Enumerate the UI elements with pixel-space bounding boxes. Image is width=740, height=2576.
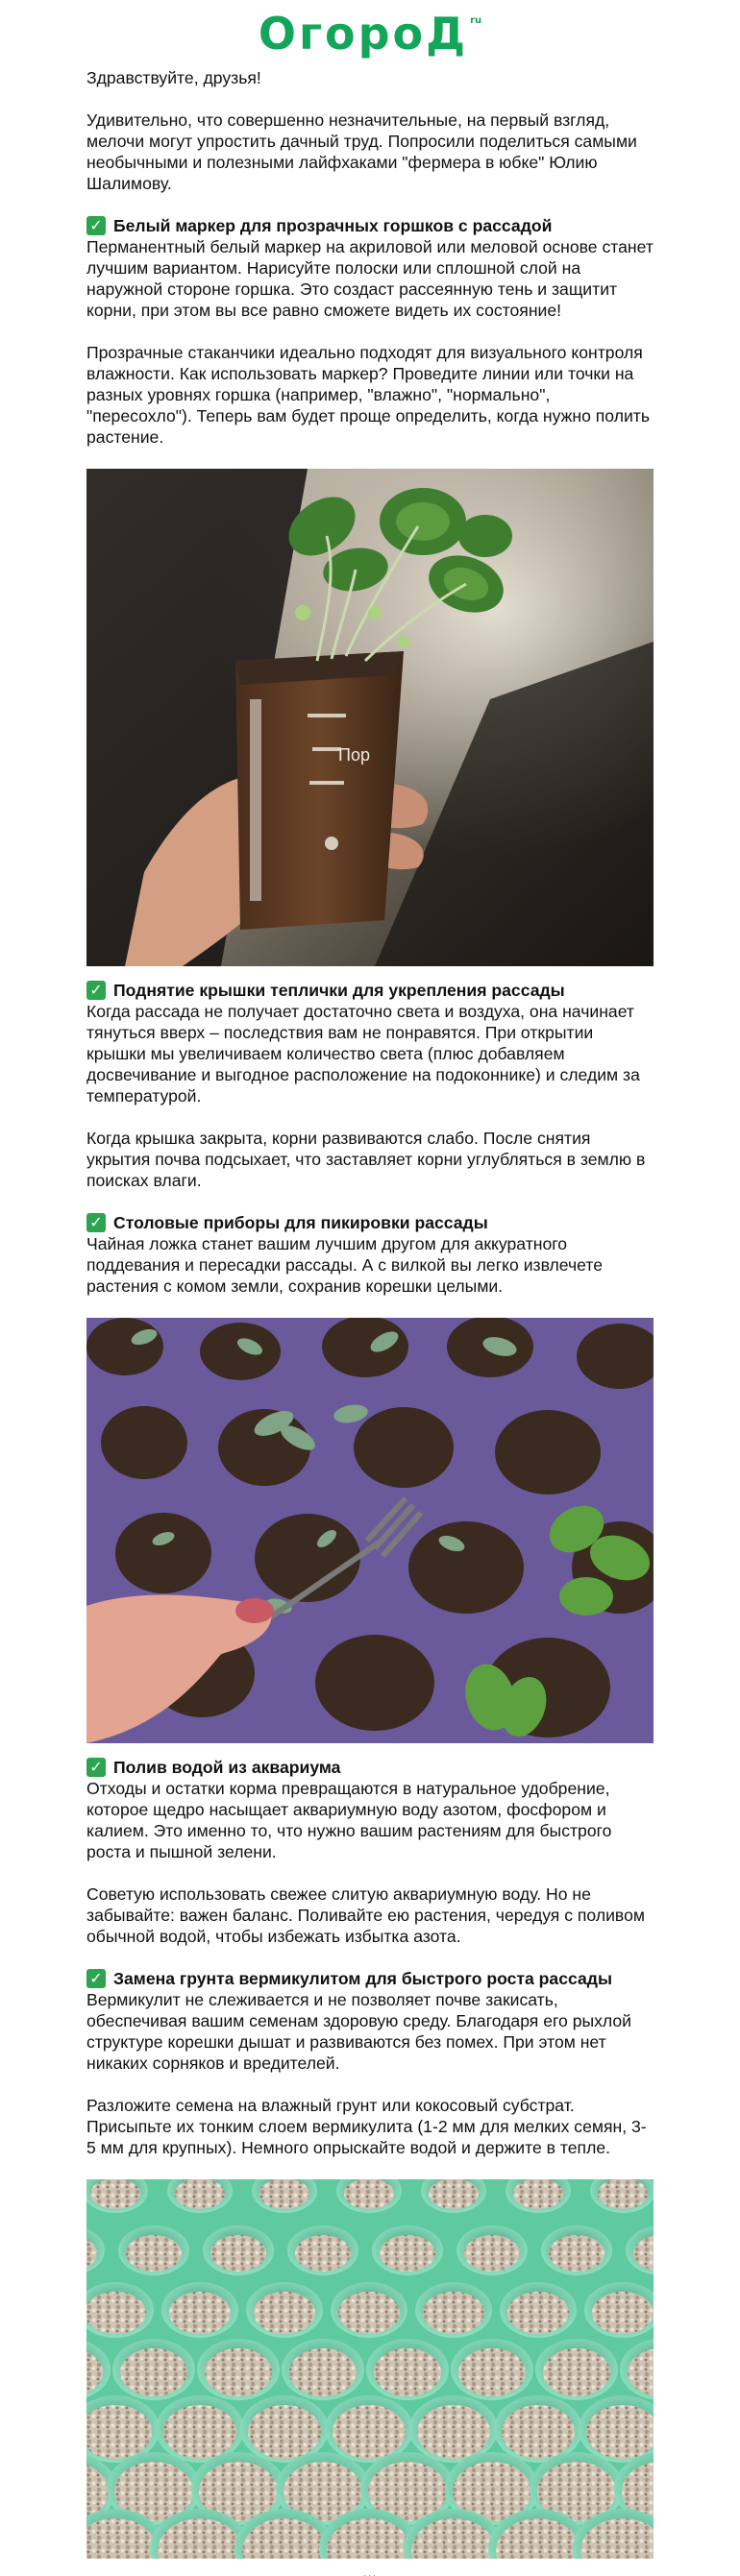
vermiculite-fill [295, 2235, 351, 2272]
vermiculite-fill [592, 2292, 654, 2334]
vermiculite-fill [374, 2348, 441, 2396]
vermiculite-fill [513, 2179, 563, 2209]
vermiculite-fill [289, 2348, 357, 2396]
vermiculite-fill [248, 2405, 321, 2459]
section-title: Столовые приборы для пикировки рассады [113, 1213, 488, 1232]
section-vermiculite [86, 1968, 654, 2158]
vermiculite-fill [502, 2405, 575, 2459]
site-logo[interactable] [258, 8, 482, 60]
section-body: Когда рассада не получает достаточно света и воздуха, она начинает тянуться вверх – последствия вам не понравятся. При открытии крышки мы увеличиваем количество света (плюс добавляем досвечивание и выгодное расположение на подоконнике) и следим за температурой. [86, 1002, 640, 1106]
check-mark-icon: ✓ [86, 1758, 106, 1777]
logo-domain: ru [470, 15, 482, 26]
section-heading [86, 1968, 654, 1989]
vermiculite-fill [126, 2235, 182, 2272]
section-body: Отходы и остатки корма превращаются в натуральное удобрение, которое щедро насыщает аквариумную воду азотом, фосфором и калием. Это именно то, что нужно вашим растениям для быстрого роста и пышной зелени. [86, 1779, 612, 1861]
section-body: Перманентный белый маркер на акриловой или меловой основе станет лучшим вариантом. Нарисуйте полоски или сплошной слой на наружной стороне горшка. Это создаст рассеянную тень и защитит корни, при этом вы все равно сможете видеть их состояние! [86, 237, 654, 320]
section-body: Вермикулит не слеживается и не позволяет почве закисать, обеспечивая вашим семенам здоровую среду. Благодаря его рыхлой структуре корешки дышат и развиваются без помех. При этом нет никаких сорняков и вредителей. [86, 1990, 631, 2073]
photo-seedling-cup [86, 469, 654, 966]
vermiculite-fill [163, 2405, 236, 2459]
section-heading [86, 980, 654, 1001]
section-cutlery [86, 1212, 654, 1297]
vermiculite-fill [210, 2235, 266, 2272]
vermiculite-fill [259, 2179, 309, 2209]
check-mark-icon: ✓ [86, 981, 106, 1000]
vermiculite-fill [175, 2179, 225, 2209]
vermiculite-fill [205, 2348, 272, 2396]
vermiculite-fill [120, 2348, 187, 2396]
photo-seedlings-tray-fork [86, 1318, 654, 1743]
vermiculite-fill [543, 2348, 610, 2396]
section-title: Полив водой из аквариума [113, 1758, 341, 1777]
vermiculite-fill [338, 2292, 400, 2334]
vermiculite-fill [86, 2292, 146, 2334]
section-heading [86, 1757, 654, 1778]
section-title: Поднятие крышки теплички для укрепления рассады [113, 981, 565, 1000]
section-body: Чайная ложка станет вашим лучшим другом для аккуратного поддевания и пересадки рассады. А с вилкой вы легко извлечете растения с комом земли, сохранив корешки целыми. [86, 1234, 604, 1296]
section-white-marker [86, 215, 654, 448]
section-body: Когда крышка закрыта, корни развиваются слабо. После снятия укрытия почва подсыхает, что заставляет корни углубляться в землю в поисках влаги. [86, 1129, 646, 1190]
section-heading [86, 215, 654, 236]
vermiculite-fill [507, 2292, 569, 2334]
logo-text: ОгороД [258, 8, 469, 60]
section-aquarium-water [86, 1757, 654, 1947]
vermiculite-fill [598, 2179, 648, 2209]
check-mark-icon: ✓ [86, 1213, 106, 1232]
cup-marker-text: Пор [338, 745, 370, 765]
vermiculite-fill [458, 2348, 526, 2396]
photo-vermiculite-tray [86, 2179, 654, 2559]
vermiculite-fill [423, 2292, 484, 2334]
vermiculite-fill [464, 2235, 520, 2272]
vermiculite-fill [90, 2179, 140, 2209]
vermiculite-fill [344, 2179, 394, 2209]
section-lift-lid [86, 980, 654, 1191]
section-body: Разложите семена на влажный грунт или кокосовый субстрат. Присыпьте их тонким слоем вермикулита (1-2 мм для мелких семян, 3-5 мм для крупных). Немного опрыскайте водой и держите в тепле. [86, 2096, 647, 2157]
check-mark-icon: ✓ [86, 1969, 106, 1988]
article [86, 67, 654, 2576]
vermiculite-fill [169, 2292, 231, 2334]
intro-paragraph: Удивительно, что совершенно незначительные, на первый взгляд, мелочи могут упростить дачный труд. Попросили поделиться самыми необычными и полезными лайфхаками "фермера в юбке" Юлию Шалимову. [86, 110, 637, 193]
vermiculite-fill [549, 2235, 604, 2272]
section-heading [86, 1212, 654, 1233]
check-mark-icon: ✓ [86, 216, 106, 235]
greeting: Здравствуйте, друзья! [86, 68, 261, 87]
vermiculite-fill [333, 2405, 406, 2459]
header [0, 0, 740, 67]
vermiculite-fill [254, 2292, 315, 2334]
section-title: Замена грунта вермикулитом для быстрого роста рассады [113, 1969, 612, 1988]
section-body: Советую использовать свежее слитую аквариумную воду. Но не забывайте: важен баланс. Поливайте ею растения, чередуя с поливом обычной водой, чтобы избежать избытка азота. [86, 1884, 645, 1946]
vermiculite-fill [429, 2179, 479, 2209]
vermiculite-fill [380, 2235, 435, 2272]
vermiculite-fill [417, 2405, 490, 2459]
ellipsis: ... [362, 2564, 378, 2576]
section-body: Прозрачные стаканчики идеально подходят для визуального контроля влажности. Как использовать маркер? Проведите линии или точки на разных уровнях горшка (например, "влажно", "нормально", "пересохло"). Теперь вам будет проще определить, когда нужно полить растение. [86, 343, 651, 447]
section-title: Белый маркер для прозрачных горшков с рассадой [113, 216, 553, 235]
